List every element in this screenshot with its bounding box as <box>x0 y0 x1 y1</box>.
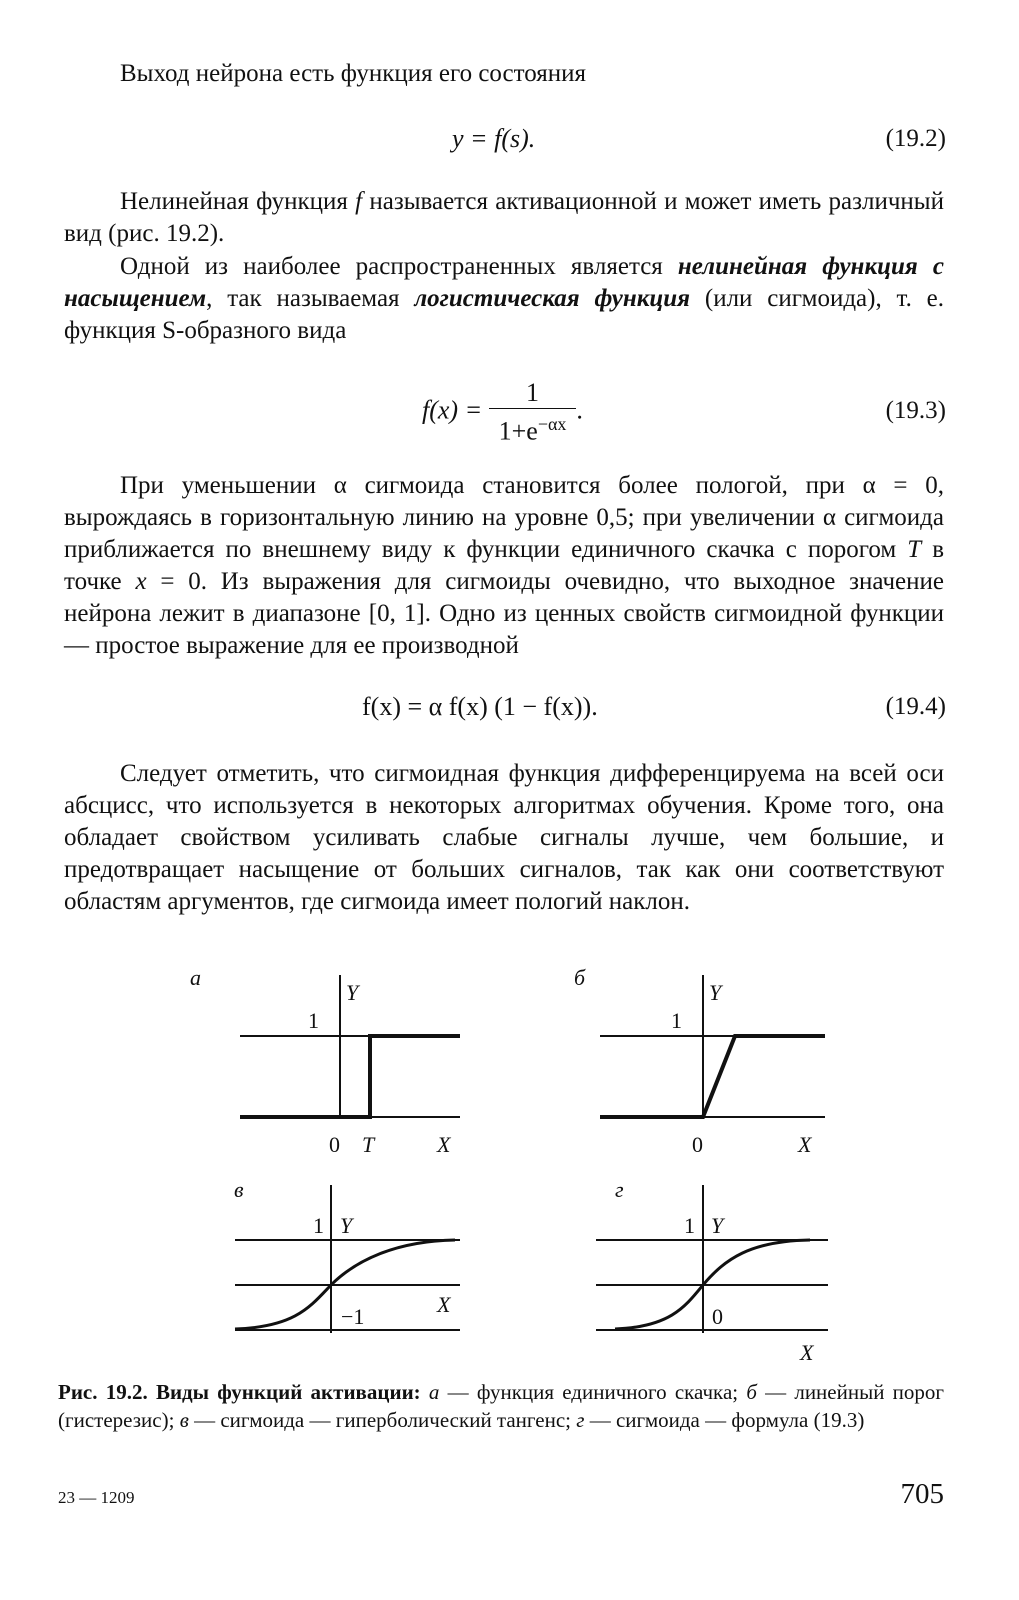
para2-f: f <box>355 188 363 215</box>
caption-letter-b: б <box>746 1380 757 1404</box>
equation-number-19-2: (19.2) <box>885 125 946 152</box>
eq-19-3-numerator: 1 <box>489 378 577 409</box>
figure-b-xlabel: X <box>798 1132 812 1157</box>
footer-signature: 23 — 1209 <box>58 1488 135 1507</box>
eq-19-2-rhs: = f(s). <box>463 124 536 153</box>
page-number: 705 <box>900 1478 944 1510</box>
para3-text-b: , так называемая <box>206 285 415 312</box>
eq-19-2-lhs: y <box>452 124 464 153</box>
equation-number-19-4: (19.4) <box>885 693 946 720</box>
figure-b-zero: 0 <box>692 1132 703 1157</box>
figure-b-linear-threshold <box>574 965 825 1157</box>
figure-v-tanh <box>234 1177 460 1333</box>
figure-a-step-curve <box>240 1036 460 1117</box>
paragraph-sigmoid <box>64 470 944 662</box>
caption-text-a: — функция единичного скачка; <box>439 1380 747 1404</box>
figure-b-ramp-curve <box>600 1036 825 1117</box>
figure-a-xlabel: X <box>437 1132 451 1157</box>
eq-19-3-lhs: f(x) = <box>422 395 483 425</box>
equation-19-3 <box>422 378 583 447</box>
eq-19-3-den-exp: −αx <box>537 414 567 434</box>
eq-19-3-denominator <box>489 409 577 447</box>
paragraph-differentiable: Следует отметить, что сигмоидная функция дифференцируема на всей оси абсцисс, что используется в некоторых алгоритмах обучения. Кроме того, она обладает свойством усиливать слабые сигналы лучше, чем большие, и предотвращает насыщение от больших сигналов, так как они соответствуют областям аргументов, где сигмоида имеет пологий наклон. <box>64 760 944 915</box>
figure-g-zero: 0 <box>712 1304 723 1329</box>
para4-T: T <box>907 536 922 563</box>
figure-v-ylabel: Y <box>340 1213 353 1238</box>
eq-19-3-den-base: 1+e <box>498 416 538 446</box>
para3-emphasis-1: нелинейная функция с насыщением <box>64 253 944 312</box>
caption-letter-a: а <box>428 1380 440 1404</box>
figure-a-ylabel: Y <box>346 980 359 1005</box>
figure-caption <box>58 1378 944 1434</box>
para4-text-c: = 0. Из выражения для сигмоиды очевидно, что выходное значение нейрона лежит в диапазоне [0, 1]. Одно из ценных свойств сигмоидной функции — простое выражение для ее производной <box>64 568 944 659</box>
eq-19-3-end: . <box>576 395 583 425</box>
para3-emphasis-2: логистическая функция <box>414 285 691 312</box>
para3-text-a: Одной из наиболее распространенных является <box>120 253 678 280</box>
eq-19-3-fraction <box>489 378 577 447</box>
para4-x: x <box>135 568 147 595</box>
figure-g-ylabel: Y <box>711 1213 724 1238</box>
figure-g-xlabel: X <box>800 1340 814 1365</box>
figure-a-T: T <box>362 1132 375 1157</box>
paragraph-logistic <box>64 251 944 347</box>
equation-19-2 <box>452 124 535 154</box>
caption-text-b: — линейный порог (гистерезис); <box>58 1380 945 1432</box>
paragraph-activation <box>64 186 944 250</box>
figure-v-minus-one: −1 <box>341 1304 365 1329</box>
figure-v-letter: в <box>234 1177 244 1202</box>
figure-b-ylabel: Y <box>709 980 722 1005</box>
para2-text-b: называется активационной и может иметь различный вид (рис. 19.2). <box>64 188 944 247</box>
figure-a-letter: а <box>190 965 201 990</box>
figure-a-step <box>190 965 460 1157</box>
figure-a-one: 1 <box>308 1008 319 1033</box>
paragraph-intro: Выход нейрона есть функция его состояния <box>120 60 587 87</box>
caption-letter-v: в <box>179 1408 189 1432</box>
figure-a-zero: 0 <box>329 1132 340 1157</box>
figure-g-letter: г <box>615 1177 624 1202</box>
para2-text-a: Нелинейная функция <box>120 188 356 215</box>
para4-text-b: в точке <box>64 536 944 595</box>
para4-text-a: При уменьшении α сигмоида становится более пологой, при α = 0, вырождаясь в горизонтальную линию на уровне 0,5; при увеличении α сигмоида приближается по внешнему виду к функции единичного скачка с порогом <box>64 472 944 563</box>
figure-g-one: 1 <box>684 1213 695 1238</box>
figure-v-xlabel: X <box>437 1292 451 1317</box>
para3-text-c: (или сигмоида), т. е. функция S-образного вида <box>64 285 944 344</box>
figure-g-logistic <box>596 1177 828 1365</box>
caption-text-g: — сигмоида — формула (19.3) <box>584 1408 865 1432</box>
equation-19-4: f(x) = α f(x) (1 − f(x)). <box>362 692 598 721</box>
caption-letter-g: г <box>576 1408 585 1432</box>
figure-b-one: 1 <box>671 1008 682 1033</box>
figure-b-letter: б <box>574 965 586 990</box>
equation-number-19-3: (19.3) <box>885 397 946 424</box>
figure-v-one: 1 <box>313 1213 324 1238</box>
figure-activation-functions <box>0 955 1019 1375</box>
caption-text-v: — сигмоида — гиперболический тангенс; <box>188 1408 577 1432</box>
caption-title: Рис. 19.2. Виды функций активации: <box>58 1380 421 1404</box>
